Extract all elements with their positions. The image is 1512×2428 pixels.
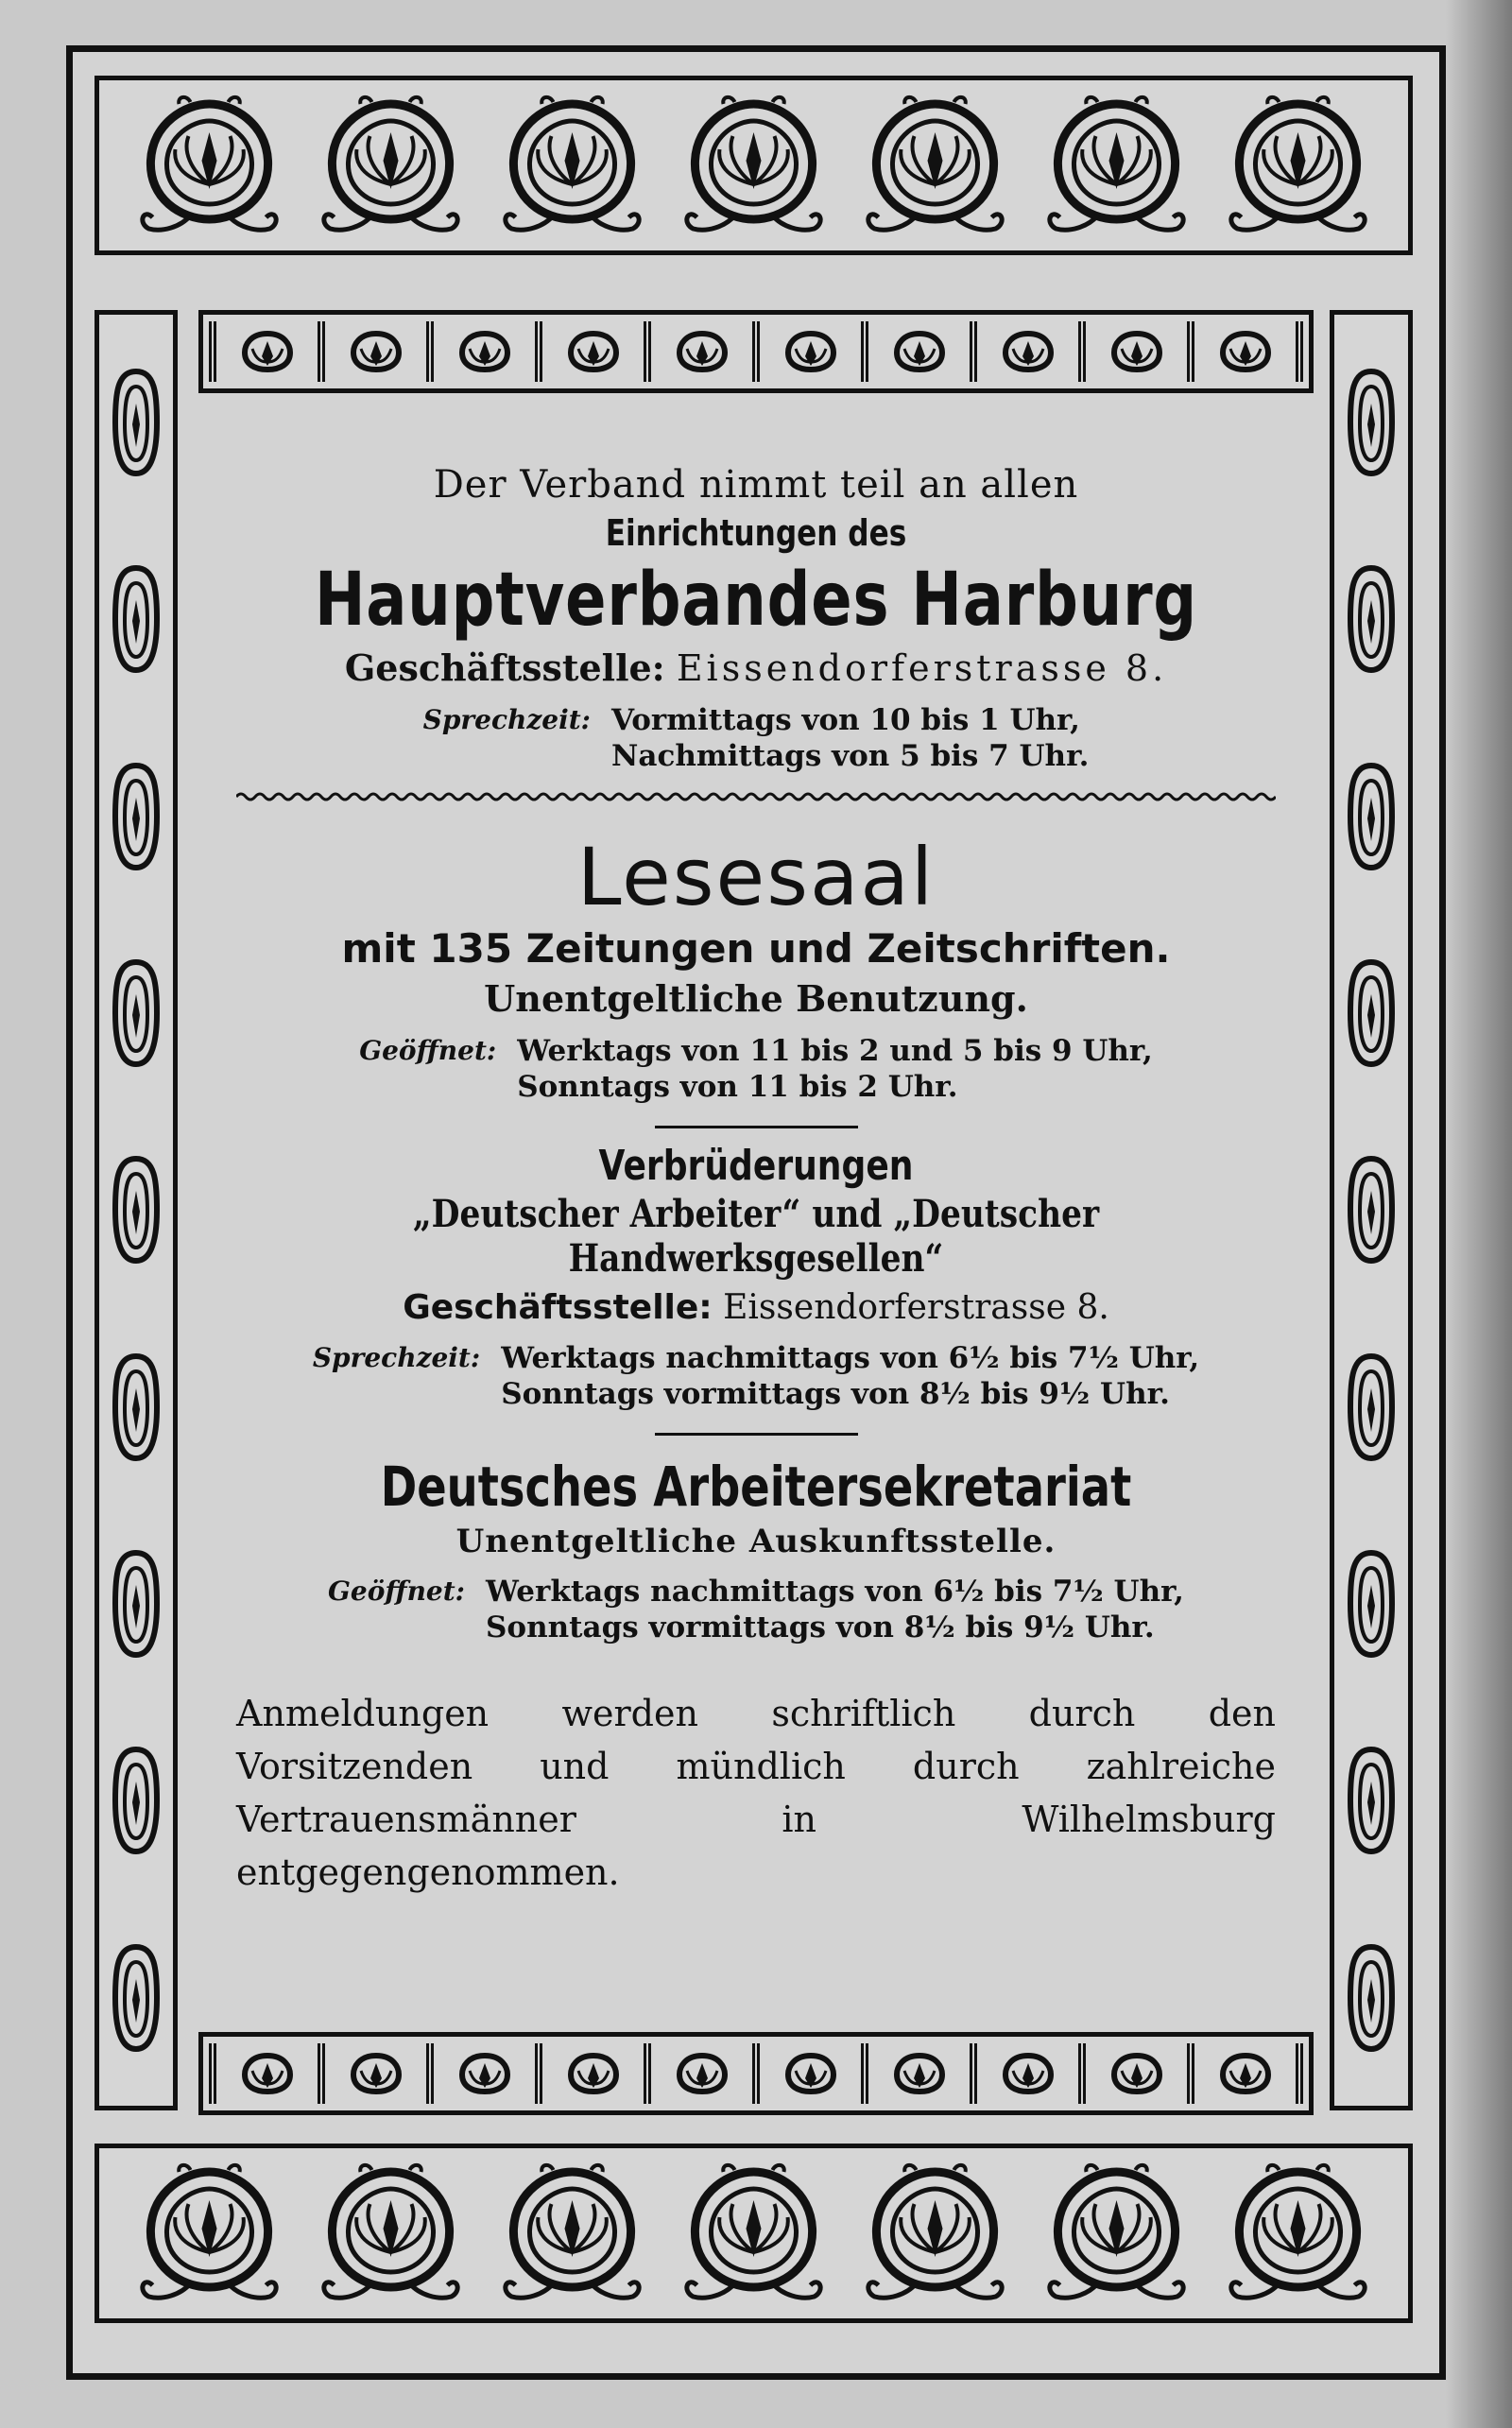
elongated-scroll-ornament-icon <box>108 1524 164 1684</box>
hours-line: Sonntags von 11 bis 2 Uhr. <box>517 1070 958 1104</box>
leaf-ring-ornament-icon <box>1217 328 1274 375</box>
top-ornament-band <box>94 76 1413 255</box>
leaf-ring-ornament-icon <box>1108 2050 1165 2097</box>
hours-line: Werktags nachmittags von 6½ bis 7½ Uhr, <box>486 1575 1184 1609</box>
strip-cell <box>441 321 528 382</box>
hours-label: Geöffnet: <box>359 1035 497 1066</box>
elongated-scroll-ornament-icon <box>108 1327 164 1488</box>
elongated-scroll-ornament-icon <box>1343 1524 1400 1684</box>
strip-divider <box>535 2043 542 2104</box>
strip-divider <box>970 321 977 382</box>
verband-hours <box>203 702 1309 774</box>
strip-divider <box>1078 321 1086 382</box>
page-edge-shadow <box>1446 0 1512 2428</box>
elongated-scroll-ornament-icon <box>108 342 164 503</box>
hauptverband-title: Hauptverbandes Harburg <box>314 558 1198 643</box>
strip-cell <box>1093 2043 1180 2104</box>
strip-cell <box>767 321 854 382</box>
strip-divider <box>752 321 760 382</box>
strip-cell <box>659 2043 746 2104</box>
elongated-scroll-ornament-icon <box>1343 933 1400 1093</box>
right-ornament-column <box>1330 310 1413 2110</box>
registration-note: Anmeldungen werden schriftlich durch den Vorsitzenden und mündlich durch zahlreiche Vertrauensmänner in Wilhelmsburg entgegengenommen. <box>236 1693 1276 1893</box>
verband-intro: Der Verband nimmt teil an allen <box>433 463 1079 507</box>
hours-line: Sonntags vormittags von 8½ bis 9½ Uhr. <box>486 1610 1155 1644</box>
elongated-scroll-ornament-icon <box>1343 1327 1400 1488</box>
strip-cell <box>985 321 1072 382</box>
top-ornament-strip <box>198 310 1314 393</box>
palmette-ornament-icon <box>1220 95 1376 236</box>
palmette-ornament-icon <box>131 2162 287 2304</box>
leaf-ring-ornament-icon <box>891 2050 948 2097</box>
strip-divider <box>970 2043 977 2104</box>
strip-cell <box>550 321 637 382</box>
verbruederungen-title: Verbrüderungen <box>598 1142 914 1190</box>
hours-values <box>517 1033 1153 1105</box>
sekretariat-title: Deutsches Arbeitersekretariat <box>380 1455 1132 1519</box>
palmette-ornament-icon <box>494 95 650 236</box>
lesesaal-usage: Unentgeltliche Benutzung. <box>484 977 1028 1020</box>
strip-divider <box>861 2043 868 2104</box>
section-divider <box>655 1433 858 1436</box>
leaf-ring-ornament-icon <box>1217 2050 1274 2097</box>
strip-divider <box>535 321 542 382</box>
hours-line: Werktags von 11 bis 2 und 5 bis 9 Uhr, <box>517 1034 1153 1068</box>
palmette-ornament-icon <box>676 2162 832 2304</box>
palmette-ornament-icon <box>857 2162 1013 2304</box>
strip-divider <box>752 2043 760 2104</box>
strip-divider <box>1078 2043 1086 2104</box>
palmette-ornament-icon <box>313 95 469 236</box>
leaf-ring-ornament-icon <box>674 328 730 375</box>
elongated-scroll-ornament-icon <box>108 1918 164 2078</box>
office-label: Geschäftsstelle: <box>403 1288 713 1327</box>
strip-divider <box>426 321 434 382</box>
elongated-scroll-ornament-icon <box>108 933 164 1093</box>
office-address: Eissendorferstrasse 8. <box>676 647 1168 689</box>
leaf-ring-ornament-icon <box>456 2050 513 2097</box>
section-divider <box>655 1126 858 1128</box>
palmette-ornament-icon <box>131 95 287 236</box>
hours-line: Sonntags vormittags von 8½ bis 9½ Uhr. <box>501 1377 1170 1411</box>
strip-cell <box>767 2043 854 2104</box>
strip-cell <box>333 321 420 382</box>
strip-divider <box>426 2043 434 2104</box>
hours-line: Werktags nachmittags von 6½ bis 7½ Uhr, <box>501 1341 1200 1375</box>
left-ornament-column <box>94 310 178 2110</box>
hours-label: Geöffnet: <box>328 1576 466 1607</box>
strip-cell <box>659 321 746 382</box>
elongated-scroll-ornament-icon <box>1343 1720 1400 1881</box>
leaf-ring-ornament-icon <box>891 328 948 375</box>
strip-cell <box>1202 2043 1289 2104</box>
strip-cell <box>224 2043 311 2104</box>
lesesaal-title: Lesesaal <box>576 831 936 923</box>
leaf-ring-ornament-icon <box>565 328 622 375</box>
palmette-ornament-icon <box>1039 2162 1194 2304</box>
strip-cell <box>224 321 311 382</box>
leaf-ring-ornament-icon <box>782 2050 839 2097</box>
leaf-ring-ornament-icon <box>674 2050 730 2097</box>
elongated-scroll-ornament-icon <box>1343 1129 1400 1290</box>
palmette-ornament-icon <box>494 2162 650 2304</box>
strip-divider <box>861 321 868 382</box>
palmette-ornament-icon <box>857 95 1013 236</box>
verbruederungen-hours <box>203 1340 1309 1412</box>
office-address: Eissendorferstrasse 8. <box>723 1288 1109 1327</box>
palmette-ornament-icon <box>313 2162 469 2304</box>
strip-divider <box>644 321 651 382</box>
hours-values <box>486 1574 1184 1645</box>
advertisement-content <box>203 416 1309 2023</box>
leaf-ring-ornament-icon <box>1000 2050 1057 2097</box>
wavy-divider <box>236 791 1276 802</box>
strip-cell <box>985 2043 1072 2104</box>
leaf-ring-ornament-icon <box>348 2050 404 2097</box>
strip-divider <box>318 2043 325 2104</box>
strip-divider <box>1187 321 1194 382</box>
bottom-ornament-strip <box>198 2032 1314 2115</box>
elongated-scroll-ornament-icon <box>1343 736 1400 897</box>
strip-divider <box>209 321 216 382</box>
strip-cell <box>876 321 963 382</box>
sekretariat-hours <box>203 1574 1309 1645</box>
verband-office <box>203 646 1309 689</box>
hours-values <box>501 1340 1199 1412</box>
verbruederungen-office <box>203 1288 1309 1327</box>
leaf-ring-ornament-icon <box>348 328 404 375</box>
hours-label: Sprechzeit: <box>422 704 592 735</box>
bottom-ornament-band <box>94 2144 1413 2323</box>
elongated-scroll-ornament-icon <box>108 539 164 699</box>
strip-divider <box>209 2043 216 2104</box>
hours-line: Nachmittags von 5 bis 7 Uhr. <box>611 739 1090 773</box>
elongated-scroll-ornament-icon <box>1343 342 1400 503</box>
leaf-ring-ornament-icon <box>456 328 513 375</box>
strip-cell <box>550 2043 637 2104</box>
leaf-ring-ornament-icon <box>1000 328 1057 375</box>
palmette-ornament-icon <box>1220 2162 1376 2304</box>
strip-divider <box>1296 2043 1303 2104</box>
lesesaal-hours <box>203 1033 1309 1105</box>
hours-label: Sprechzeit: <box>312 1342 481 1373</box>
elongated-scroll-ornament-icon <box>1343 1918 1400 2078</box>
elongated-scroll-ornament-icon <box>108 736 164 897</box>
elongated-scroll-ornament-icon <box>108 1720 164 1881</box>
hours-values <box>611 702 1089 774</box>
hours-line: Vormittags von 10 bis 1 Uhr, <box>611 703 1080 737</box>
einrichtungen-heading: Einrichtungen des <box>605 512 907 554</box>
strip-cell <box>333 2043 420 2104</box>
palmette-ornament-icon <box>676 95 832 236</box>
strip-cell <box>1093 321 1180 382</box>
strip-cell <box>1202 321 1289 382</box>
lesesaal-subtitle: mit 135 Zeitungen und Zeitschriften. <box>341 925 1171 972</box>
verbruederungen-subtitle: „Deutscher Arbeiter“ und „Deutscher Handwerksgesellen“ <box>412 1192 1100 1281</box>
strip-divider <box>1296 321 1303 382</box>
leaf-ring-ornament-icon <box>1108 328 1165 375</box>
palmette-ornament-icon <box>1039 95 1194 236</box>
office-label: Geschäftsstelle: <box>344 646 665 689</box>
strip-cell <box>441 2043 528 2104</box>
elongated-scroll-ornament-icon <box>108 1129 164 1290</box>
strip-divider <box>644 2043 651 2104</box>
leaf-ring-ornament-icon <box>239 328 296 375</box>
leaf-ring-ornament-icon <box>565 2050 622 2097</box>
leaf-ring-ornament-icon <box>782 328 839 375</box>
elongated-scroll-ornament-icon <box>1343 539 1400 699</box>
strip-divider <box>318 321 325 382</box>
leaf-ring-ornament-icon <box>239 2050 296 2097</box>
strip-cell <box>876 2043 963 2104</box>
strip-divider <box>1187 2043 1194 2104</box>
sekretariat-subtitle: Unentgeltliche Auskunftsstelle. <box>455 1523 1057 1560</box>
